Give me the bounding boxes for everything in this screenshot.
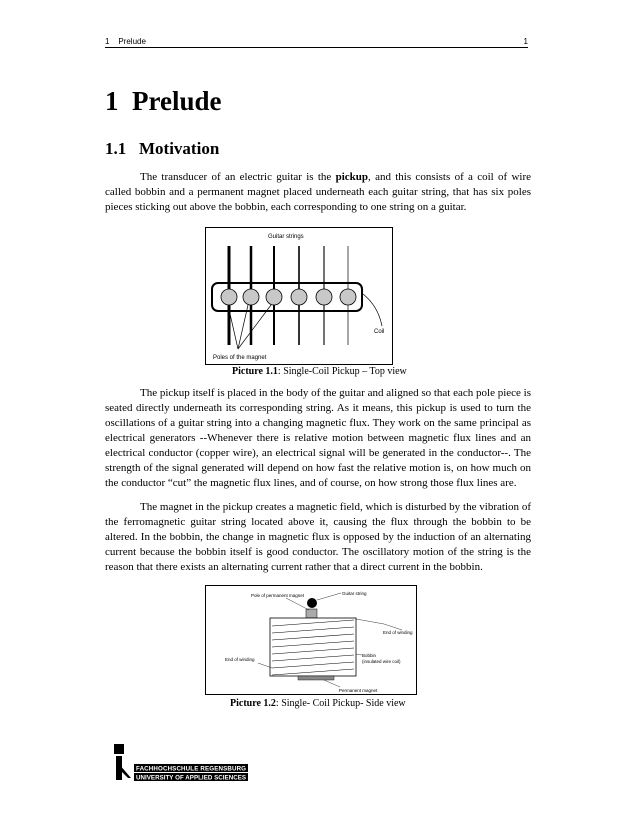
bobbin-label: Bobbin (362, 653, 377, 658)
caption-1-text: : Single-Coil Pickup – Top view (277, 366, 407, 377)
guitar-strings-label: Guitar strings (268, 234, 304, 240)
pole-6 (340, 289, 356, 305)
end-winding-right-label: End of winding (383, 630, 413, 635)
figure-1-1 (205, 227, 393, 365)
logo-mark (112, 742, 252, 784)
pole-5 (316, 289, 332, 305)
pole-3 (266, 289, 282, 305)
coil-label: Coil (374, 329, 385, 335)
figure-1-2 (205, 585, 417, 695)
figure-1-1-caption (232, 366, 407, 377)
end-winding-left-label: End of winding (225, 657, 255, 662)
paragraph-3: The magnet in the pickup creates a magnetic field, which is disturbed by the vibration of the ferromagnetic guitar string located above it, causing the flux through the bobbin to be altered. In the bobbin, the change in magnetic flux is opposed by the induction of an alternating current because the bobbin itself is good conductor. The oscillatory motion of the string is the reason that there exists an alternating current rather that a direct current in the bobbin. (105, 501, 531, 573)
paragraph-1 (105, 170, 531, 215)
permanent-magnet (298, 676, 334, 680)
magnet-label: Permanent magnet (339, 688, 378, 693)
section-title: 1.1 Motivation (105, 139, 220, 158)
caption-1-number: Picture 1.1 (232, 366, 278, 377)
pole-4 (291, 289, 307, 305)
pole-1 (221, 289, 237, 305)
paragraph-1-start: The transducer of an electric guitar is the (140, 171, 336, 183)
pole-2 (243, 289, 259, 305)
coil-pointer (363, 294, 382, 326)
pickup-term: pickup (335, 171, 369, 183)
logo-line-1: FACHHOCHSCHULE REGENSBURG (136, 765, 246, 773)
pole-piece (306, 609, 317, 618)
figure-1-2-caption (230, 698, 406, 709)
running-header (105, 37, 528, 48)
pole-label: Pole of permanent magnet (251, 593, 305, 598)
chapter-title: 1 Prelude (105, 86, 222, 116)
paragraph-2: The pickup itself is placed in the body of the guitar and aligned so that each pole piece is seated directly underneath its corresponding string. As it means, this pickup is used to turn the oscillations of a guitar string into a changing magnetic flux. They work on the same principal as electrical generators --Whenever there is relative motion between magnetic flux lines and an electrical conductor (copper wire), an electrical signal will be generated in the conductor--. The strength of the signal generated will depend on how fast the relative motion is, on how much on the conductor “cut” the magnetic flux lines, and of course, on how strong those flux lines are. (105, 387, 531, 489)
magnet-poles (221, 289, 356, 305)
poles-label: Poles of the magnet (213, 355, 267, 361)
logo-line-2: UNIVERSITY OF APPLIED SCIENCES (136, 774, 246, 782)
pickup-top-view-diagram (206, 228, 394, 366)
string-cross-section (307, 598, 317, 608)
pickup-side-view-diagram (206, 586, 418, 696)
header-page-number: 1 (523, 37, 528, 46)
bobbin-sublabel: (insulated wire coil) (362, 659, 401, 664)
string-label: Guitar string (342, 591, 367, 596)
paragraph-1-end: , and this consists of a coil of wire called bobbin and a permanent magnet placed underneath each guitar string, that has six poles pieces sticking out above the bobbin, each corresponding to one string on a guitar. (105, 171, 531, 213)
caption-2-text: : Single- Coil Pickup- Side view (275, 698, 406, 709)
caption-2-number: Picture 1.2 (230, 698, 276, 709)
university-logo (112, 742, 252, 784)
header-chapter: 1 Prelude (105, 37, 146, 46)
